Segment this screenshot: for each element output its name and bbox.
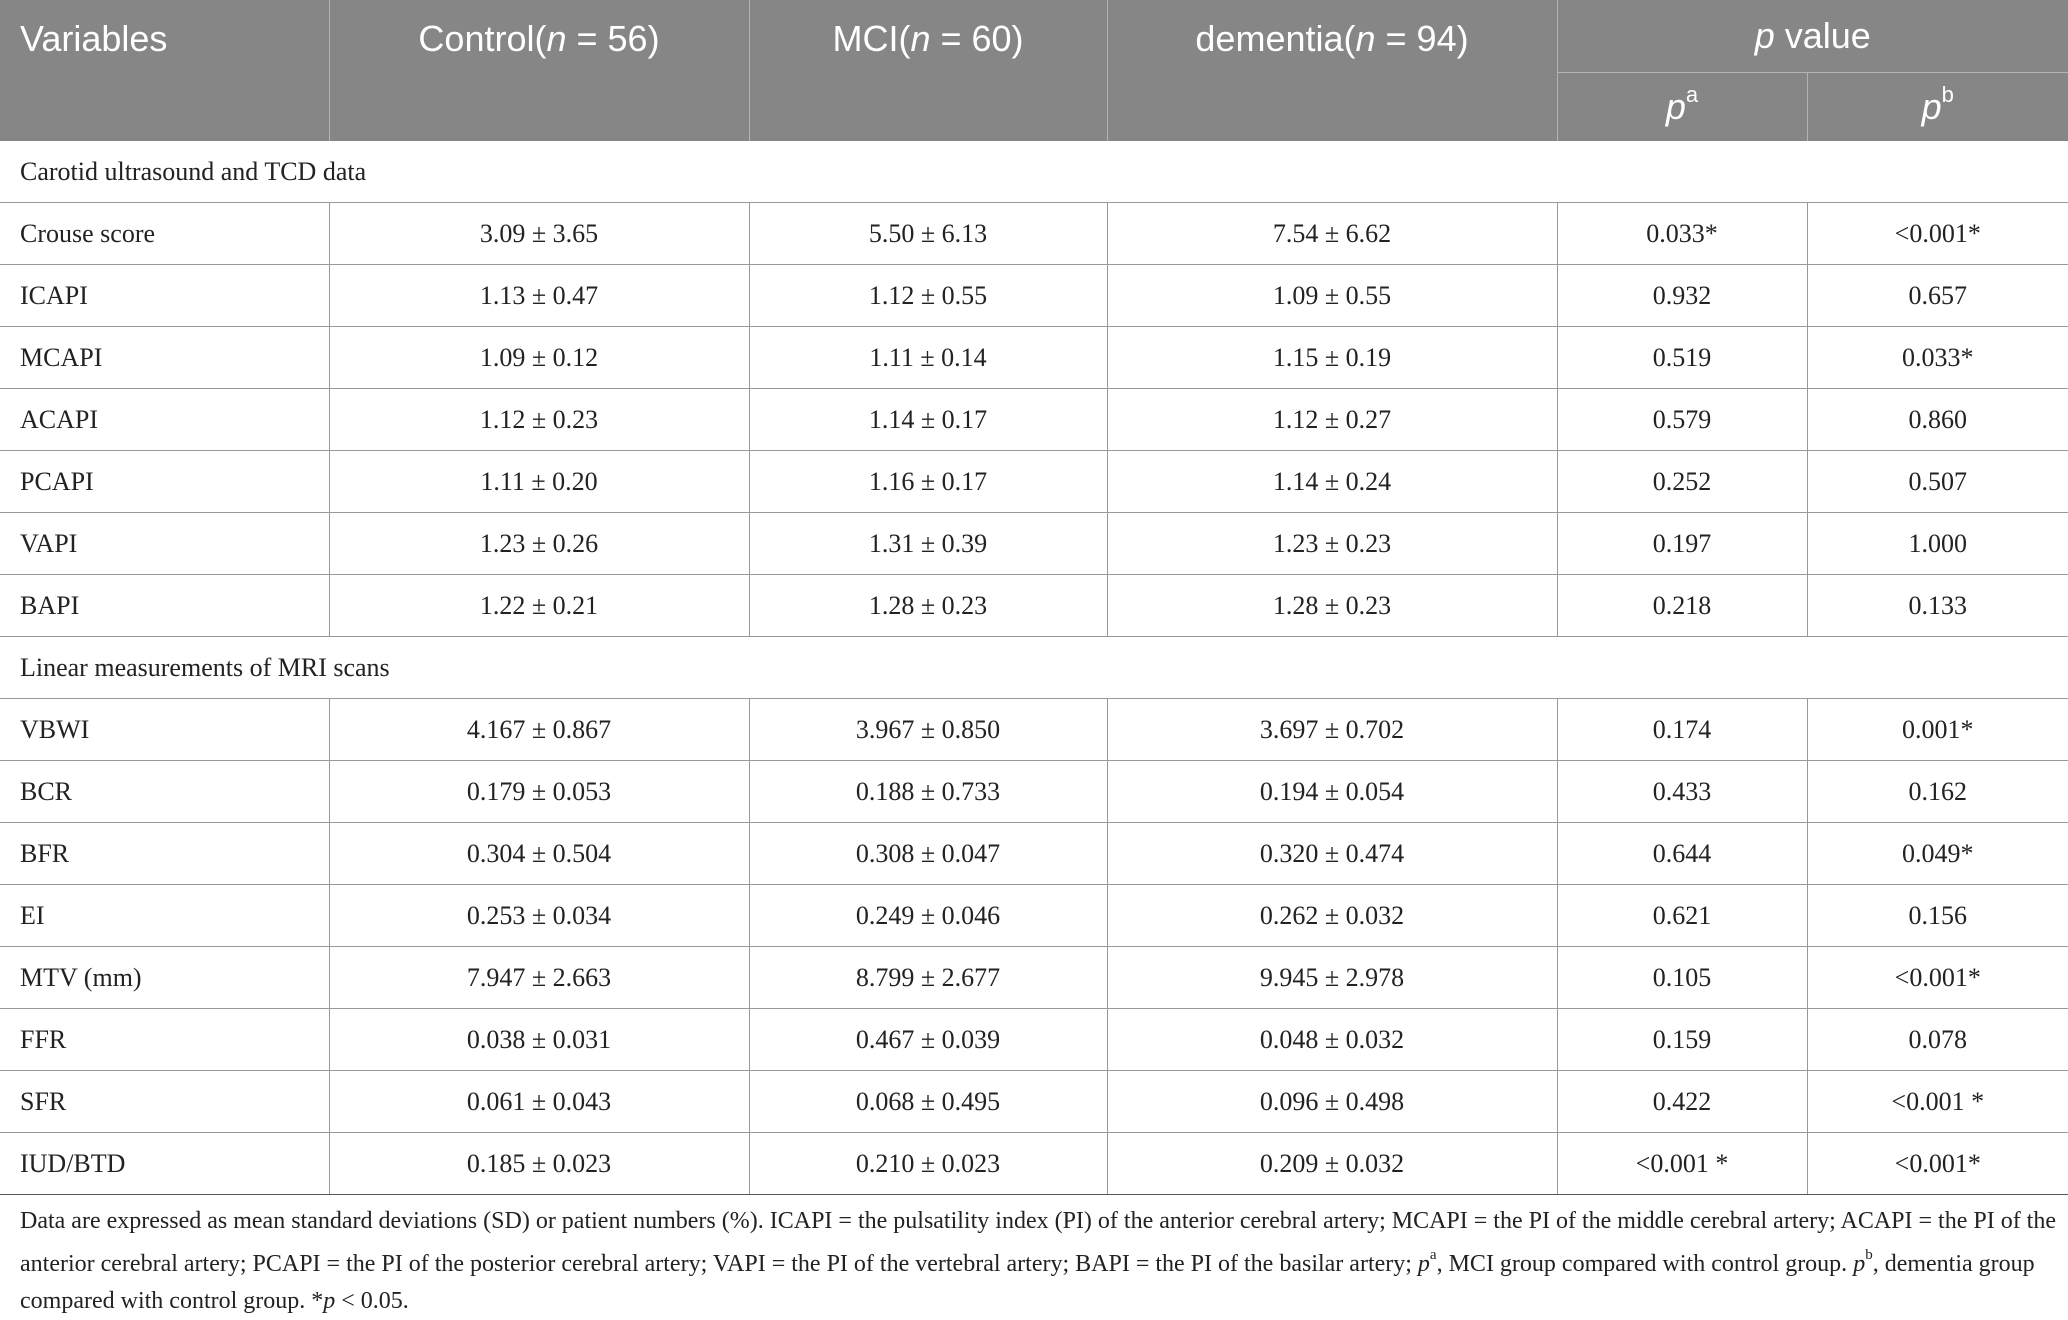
cell-dementia: 1.09 ± 0.55 bbox=[1107, 265, 1557, 327]
cell-pb: 0.860 bbox=[1807, 389, 2068, 451]
cell-pb: 0.078 bbox=[1807, 1009, 2068, 1071]
cell-pb: <0.001 * bbox=[1807, 1071, 2068, 1133]
cell-mci: 0.068 ± 0.495 bbox=[749, 1071, 1107, 1133]
header-pa-sup: a bbox=[1685, 82, 1699, 107]
cell-variable: IUD/BTD bbox=[0, 1133, 329, 1195]
cell-pa: <0.001 * bbox=[1557, 1133, 1807, 1195]
cell-variable: SFR bbox=[0, 1071, 329, 1133]
footnote-pa-symbol: p bbox=[1417, 1251, 1430, 1277]
cell-pb: <0.001* bbox=[1807, 947, 2068, 1009]
cell-pa: 0.621 bbox=[1557, 885, 1807, 947]
table-row bbox=[0, 389, 2068, 451]
header-dementia-count: = 94) bbox=[1375, 18, 1469, 59]
cell-mci: 0.249 ± 0.046 bbox=[749, 885, 1107, 947]
cell-control: 0.179 ± 0.053 bbox=[329, 761, 749, 823]
table-row bbox=[0, 327, 2068, 389]
table-header bbox=[0, 0, 2068, 141]
cell-dementia: 0.209 ± 0.032 bbox=[1107, 1133, 1557, 1195]
header-mci bbox=[749, 0, 1107, 141]
cell-pb: 0.162 bbox=[1807, 761, 2068, 823]
header-mci-n: n bbox=[910, 18, 931, 59]
cell-mci: 1.12 ± 0.55 bbox=[749, 265, 1107, 327]
header-dementia-n: n bbox=[1355, 18, 1376, 59]
cell-control: 1.13 ± 0.47 bbox=[329, 265, 749, 327]
section-row bbox=[0, 141, 2068, 203]
header-pa-symbol: p bbox=[1665, 86, 1686, 127]
cell-control: 0.253 ± 0.034 bbox=[329, 885, 749, 947]
header-pb-sup: b bbox=[1941, 82, 1954, 107]
header-pb bbox=[1807, 73, 2068, 142]
footnote-pa-sup: a bbox=[1429, 1247, 1437, 1263]
cell-dementia: 0.262 ± 0.032 bbox=[1107, 885, 1557, 947]
cell-control: 1.11 ± 0.20 bbox=[329, 451, 749, 513]
cell-control: 1.23 ± 0.26 bbox=[329, 513, 749, 575]
footnote-text-4: < 0.05. bbox=[335, 1288, 409, 1314]
cell-variable: ACAPI bbox=[0, 389, 329, 451]
cell-mci: 3.967 ± 0.850 bbox=[749, 699, 1107, 761]
cell-mci: 1.11 ± 0.14 bbox=[749, 327, 1107, 389]
table-row bbox=[0, 203, 2068, 265]
header-control-count: = 56) bbox=[566, 18, 660, 59]
cell-control: 7.947 ± 2.663 bbox=[329, 947, 749, 1009]
cell-pb: 1.000 bbox=[1807, 513, 2068, 575]
footnote-text-2: , MCI group compared with control group. bbox=[1436, 1251, 1854, 1277]
cell-pa: 0.644 bbox=[1557, 823, 1807, 885]
cell-dementia: 1.23 ± 0.23 bbox=[1107, 513, 1557, 575]
header-pa bbox=[1557, 73, 1807, 142]
cell-control: 4.167 ± 0.867 bbox=[329, 699, 749, 761]
cell-pa: 0.174 bbox=[1557, 699, 1807, 761]
cell-dementia: 1.15 ± 0.19 bbox=[1107, 327, 1557, 389]
cell-mci: 8.799 ± 2.677 bbox=[749, 947, 1107, 1009]
header-variables: Variables bbox=[0, 0, 329, 141]
cell-mci: 0.188 ± 0.733 bbox=[749, 761, 1107, 823]
cell-dementia: 0.320 ± 0.474 bbox=[1107, 823, 1557, 885]
cell-control: 1.22 ± 0.21 bbox=[329, 575, 749, 637]
cell-mci: 0.210 ± 0.023 bbox=[749, 1133, 1107, 1195]
cell-variable: BFR bbox=[0, 823, 329, 885]
cell-dementia: 1.14 ± 0.24 bbox=[1107, 451, 1557, 513]
cell-pa: 0.105 bbox=[1557, 947, 1807, 1009]
header-dementia bbox=[1107, 0, 1557, 141]
cell-pb: 0.049* bbox=[1807, 823, 2068, 885]
cell-pa: 0.197 bbox=[1557, 513, 1807, 575]
cell-control: 0.061 ± 0.043 bbox=[329, 1071, 749, 1133]
cell-pb: 0.033* bbox=[1807, 327, 2068, 389]
cell-mci: 5.50 ± 6.13 bbox=[749, 203, 1107, 265]
footnote-text-3: , dementia group compared with control group. * bbox=[20, 1251, 2035, 1314]
cell-control: 1.12 ± 0.23 bbox=[329, 389, 749, 451]
header-pb-symbol: p bbox=[1921, 86, 1942, 127]
table-row bbox=[0, 1133, 2068, 1195]
cell-control: 0.185 ± 0.023 bbox=[329, 1133, 749, 1195]
header-p-value-label: value bbox=[1774, 15, 1871, 56]
cell-mci: 1.28 ± 0.23 bbox=[749, 575, 1107, 637]
cell-variable: BAPI bbox=[0, 575, 329, 637]
cell-variable: VAPI bbox=[0, 513, 329, 575]
cell-pa: 0.159 bbox=[1557, 1009, 1807, 1071]
header-p-symbol: p bbox=[1754, 15, 1775, 56]
footnote-text-1: Data are expressed as mean standard deviations (SD) or patient numbers (%). ICAPI = the pulsatility index (PI) of the anterior cerebral artery; MCAPI = the PI of the middle cerebral artery; ACAPI = the PI of the anterior cerebral artery; PCAPI = the PI of the posterior cerebral artery; VAPI = the PI of the vertebral artery; BAPI = the PI of the basilar artery; bbox=[20, 1208, 2057, 1277]
cell-variable: BCR bbox=[0, 761, 329, 823]
table-row bbox=[0, 823, 2068, 885]
header-dementia-label: dementia( bbox=[1195, 18, 1356, 59]
header-control-n: n bbox=[546, 18, 567, 59]
cell-pb: 0.133 bbox=[1807, 575, 2068, 637]
cell-dementia: 7.54 ± 6.62 bbox=[1107, 203, 1557, 265]
cell-dementia: 0.096 ± 0.498 bbox=[1107, 1071, 1557, 1133]
cell-pa: 0.252 bbox=[1557, 451, 1807, 513]
table-row bbox=[0, 1009, 2068, 1071]
cell-mci: 0.308 ± 0.047 bbox=[749, 823, 1107, 885]
section-title: Linear measurements of MRI scans bbox=[0, 637, 2068, 699]
cell-pb: 0.657 bbox=[1807, 265, 2068, 327]
cell-pb: 0.001* bbox=[1807, 699, 2068, 761]
table-body bbox=[0, 141, 2068, 1195]
table-row bbox=[0, 513, 2068, 575]
table-row bbox=[0, 761, 2068, 823]
cell-dementia: 1.12 ± 0.27 bbox=[1107, 389, 1557, 451]
cell-mci: 1.14 ± 0.17 bbox=[749, 389, 1107, 451]
cell-pa: 0.422 bbox=[1557, 1071, 1807, 1133]
cell-variable: FFR bbox=[0, 1009, 329, 1071]
cell-variable: MCAPI bbox=[0, 327, 329, 389]
cell-pa: 0.433 bbox=[1557, 761, 1807, 823]
table-footnote bbox=[20, 1203, 2060, 1320]
cell-pa: 0.932 bbox=[1557, 265, 1807, 327]
cell-dementia: 9.945 ± 2.978 bbox=[1107, 947, 1557, 1009]
section-title: Carotid ultrasound and TCD data bbox=[0, 141, 2068, 203]
header-control-label: Control( bbox=[418, 18, 547, 59]
cell-variable: VBWI bbox=[0, 699, 329, 761]
table-row bbox=[0, 1071, 2068, 1133]
cell-mci: 1.16 ± 0.17 bbox=[749, 451, 1107, 513]
table-row bbox=[0, 265, 2068, 327]
table-row bbox=[0, 451, 2068, 513]
footnote-sig-symbol: p bbox=[323, 1288, 336, 1314]
cell-dementia: 3.697 ± 0.702 bbox=[1107, 699, 1557, 761]
cell-mci: 1.31 ± 0.39 bbox=[749, 513, 1107, 575]
cell-pa: 0.218 bbox=[1557, 575, 1807, 637]
cell-dementia: 0.048 ± 0.032 bbox=[1107, 1009, 1557, 1071]
cell-pa: 0.033* bbox=[1557, 203, 1807, 265]
table-row bbox=[0, 575, 2068, 637]
header-control bbox=[329, 0, 749, 141]
section-row bbox=[0, 637, 2068, 699]
table-row bbox=[0, 947, 2068, 1009]
cell-pb: 0.507 bbox=[1807, 451, 2068, 513]
header-mci-count: = 60) bbox=[930, 18, 1024, 59]
cell-pb: <0.001* bbox=[1807, 203, 2068, 265]
cell-dementia: 1.28 ± 0.23 bbox=[1107, 575, 1557, 637]
cell-control: 0.304 ± 0.504 bbox=[329, 823, 749, 885]
cell-pa: 0.519 bbox=[1557, 327, 1807, 389]
cell-control: 1.09 ± 0.12 bbox=[329, 327, 749, 389]
cell-mci: 0.467 ± 0.039 bbox=[749, 1009, 1107, 1071]
cell-pa: 0.579 bbox=[1557, 389, 1807, 451]
header-mci-label: MCI( bbox=[832, 18, 911, 59]
cell-variable: Crouse score bbox=[0, 203, 329, 265]
cell-pb: 0.156 bbox=[1807, 885, 2068, 947]
cell-variable: PCAPI bbox=[0, 451, 329, 513]
cell-variable: ICAPI bbox=[0, 265, 329, 327]
cell-pb: <0.001* bbox=[1807, 1133, 2068, 1195]
cell-control: 0.038 ± 0.031 bbox=[329, 1009, 749, 1071]
cell-control: 3.09 ± 3.65 bbox=[329, 203, 749, 265]
cell-variable: EI bbox=[0, 885, 329, 947]
footnote-pb-symbol: p bbox=[1853, 1251, 1866, 1277]
header-p-value bbox=[1557, 0, 2068, 73]
cell-dementia: 0.194 ± 0.054 bbox=[1107, 761, 1557, 823]
cell-variable: MTV (mm) bbox=[0, 947, 329, 1009]
table-row bbox=[0, 885, 2068, 947]
table-row bbox=[0, 699, 2068, 761]
footnote-pb-sup: b bbox=[1865, 1247, 1873, 1263]
